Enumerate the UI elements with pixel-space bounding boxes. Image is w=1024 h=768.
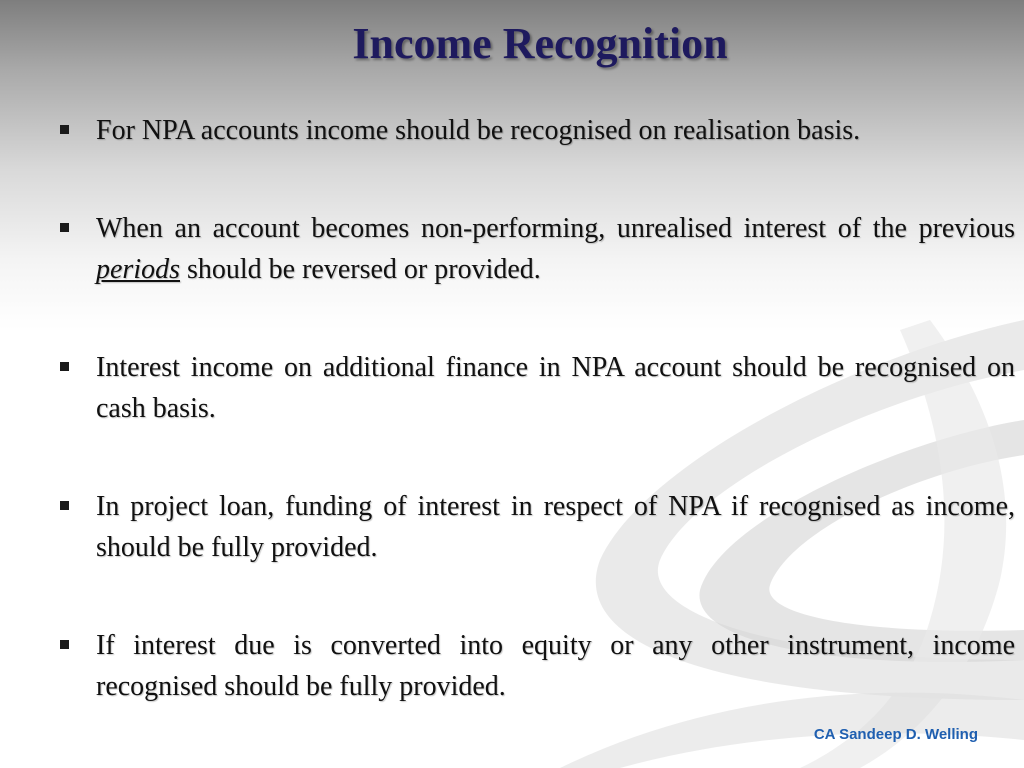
- bullet-text: For NPA accounts income should be recognised on realisation basis.: [96, 115, 861, 146]
- square-bullet-icon: [60, 640, 69, 649]
- square-bullet-icon: [60, 501, 69, 510]
- bullet-emphasis-text: periods: [96, 254, 180, 285]
- bullet-list: [60, 110, 1015, 764]
- bullet-text: In project loan, funding of interest in respect of NPA if recognised as income, should be fully provided.: [96, 491, 1015, 563]
- bullet-item: [60, 110, 1015, 151]
- bullet-item: [60, 208, 1015, 290]
- bullet-text: should be reversed or provided.: [180, 254, 541, 285]
- bullet-text: If interest due is converted into equity or any other instrument, income recognised should be fully provided.: [96, 630, 1015, 702]
- bullet-item: [60, 486, 1015, 568]
- bullet-item: [60, 347, 1015, 429]
- square-bullet-icon: [60, 362, 69, 371]
- bullet-text: Interest income on additional finance in NPA account should be recognised on cash basis.: [96, 352, 1015, 424]
- slide-title: Income Recognition: [352, 19, 728, 68]
- bullet-text: When an account becomes non-performing, unrealised interest of the previous: [96, 213, 1015, 244]
- bullet-item: [60, 625, 1015, 707]
- square-bullet-icon: [60, 125, 69, 134]
- square-bullet-icon: [60, 223, 69, 232]
- author-footer: CA Sandeep D. Welling: [813, 726, 978, 743]
